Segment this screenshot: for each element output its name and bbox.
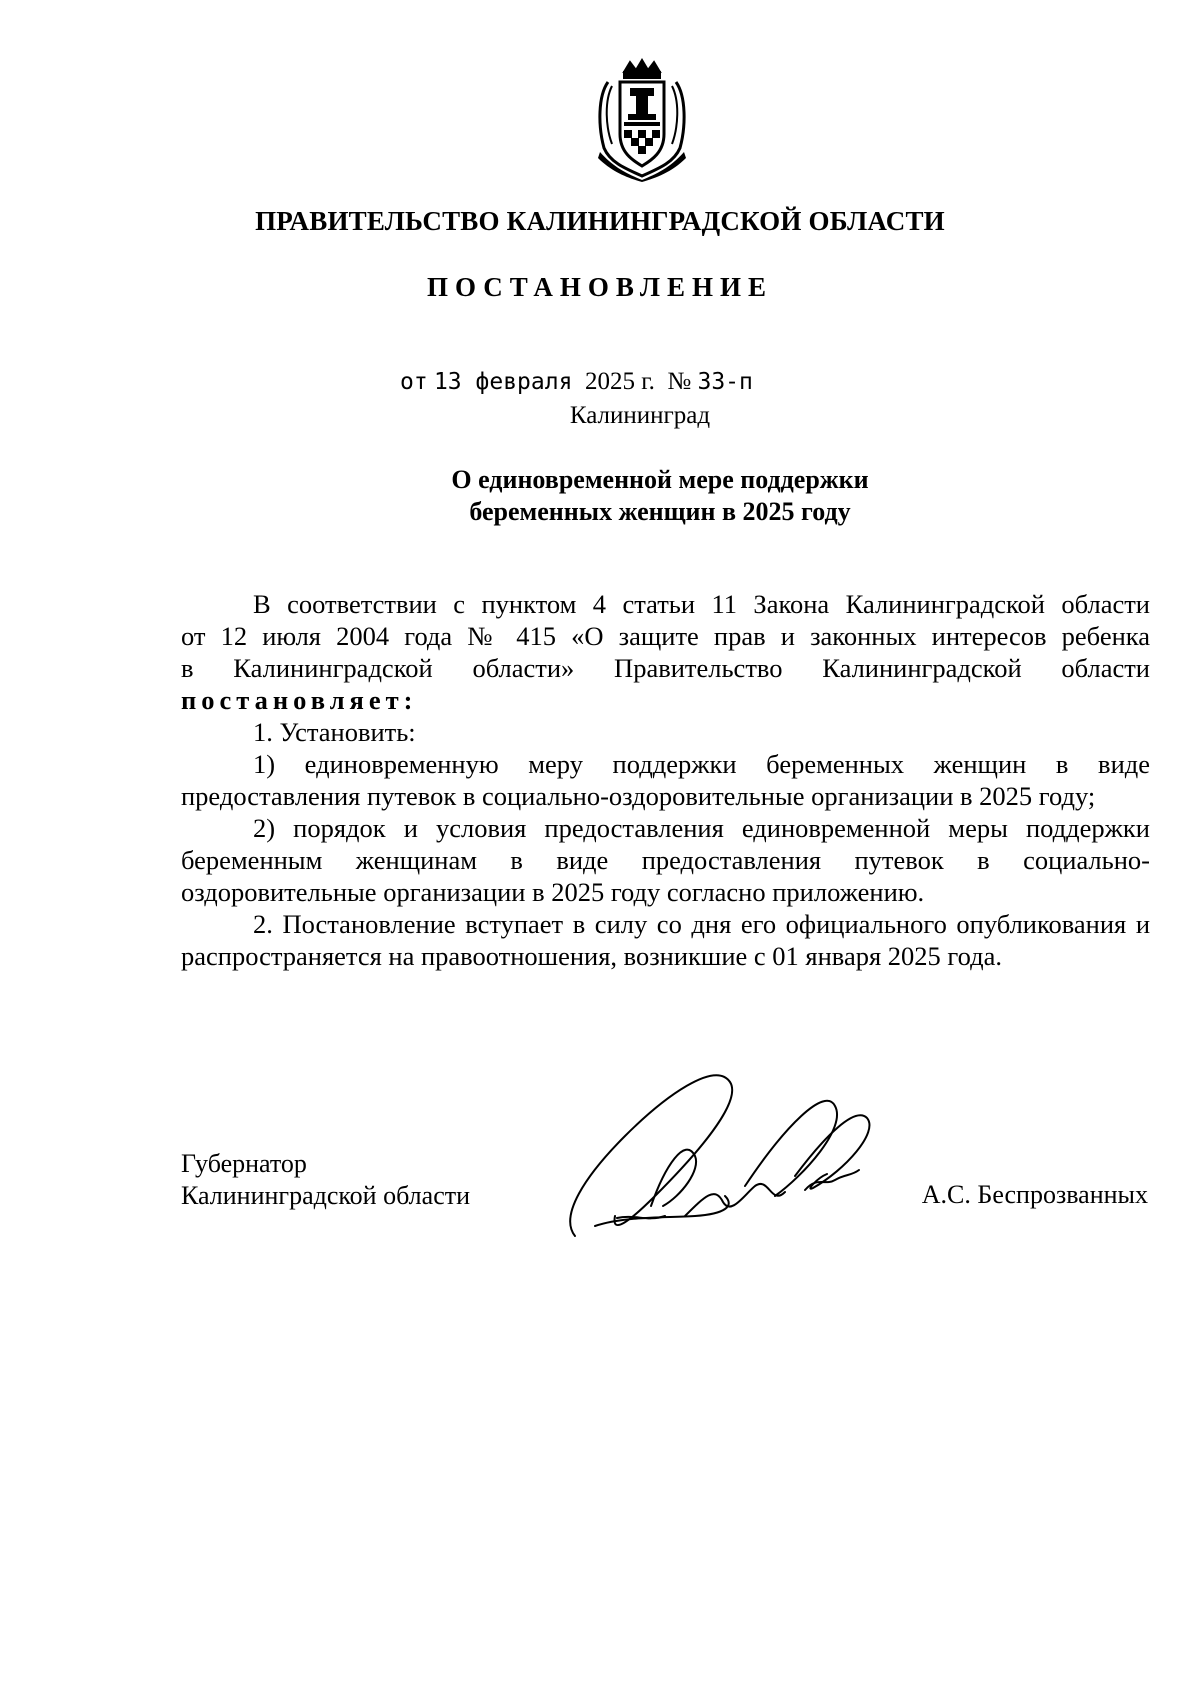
date-value: 13 февраля [433, 369, 573, 395]
year-value: 2025 г. [584, 368, 655, 395]
document-number: 33-п [697, 369, 753, 395]
preamble-line-1: В соответствии с пунктом 4 статьи 11 Закона Калининградской области [253, 589, 1150, 619]
item-1-2: 2) порядок и условия предоставления единовременной меры поддержки беременным женщинам в виде предоставления путевок в социально-оздоровительные организации в 2025 году согласно приложению. [181, 813, 1150, 907]
signer-position [181, 1148, 470, 1212]
document-body [181, 588, 1150, 972]
decree-word: постановляет: [181, 685, 418, 715]
item-1-heading: 1. Установить: [253, 717, 416, 747]
preamble-line-3: в Калининградской области» Правительство Калининградской области [181, 653, 1150, 683]
subject-line-2: беременных женщин в 2025 году [469, 497, 851, 526]
number-prefix: № [667, 368, 692, 395]
city-name: Калининград [569, 402, 711, 429]
date-prefix: от [400, 369, 428, 395]
handwritten-signature-icon [555, 1066, 885, 1256]
document-subject [420, 464, 900, 528]
position-line-1: Губернатор [181, 1149, 307, 1178]
item-2: 2. Постановление вступает в силу со дня его официального опубликования и распространяется на правоотношения, возникшие с 01 января 2025 года. [181, 909, 1150, 971]
document-type-title: ПОСТАНОВЛЕНИЕ [426, 272, 774, 302]
position-line-2: Калининградской области [181, 1181, 471, 1210]
document-date-number [400, 368, 753, 396]
item-1-1: 1) единовременную меру поддержки беременных женщин в виде предоставления путевок в социально-оздоровительные организации в 2025 году; [181, 749, 1150, 811]
signer-name: А.С. Беспрозванных [921, 1180, 1148, 1209]
organization-title: ПРАВИТЕЛЬСТВО КАЛИНИНГРАДСКОЙ ОБЛАСТИ [255, 206, 945, 236]
subject-line-1: О единовременной мере поддержки [451, 465, 869, 494]
preamble-line-2: от 12 июля 2004 года № 415 «О защите прав и законных интересов ребенка [181, 621, 1150, 651]
coat-of-arms-emblem-icon [594, 56, 690, 182]
